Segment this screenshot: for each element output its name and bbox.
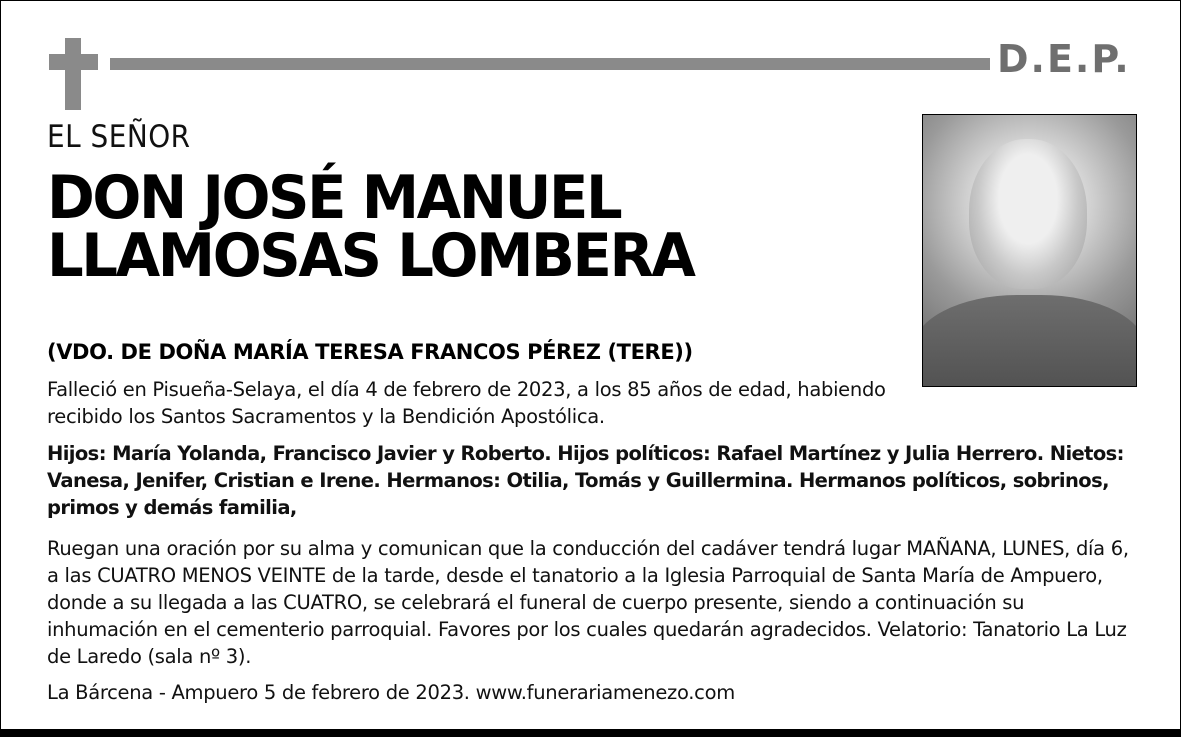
- funeral-paragraph: Ruegan una oración por su alma y comunican que la conducción del cadáver tendrá lugar MAÑANA, LUNES, día 6, a las CUATRO MENOS VEINTE de la tarde, desde el tanatorio a la Iglesia Parroquial de Santa María de Ampuero, donde a su llegada a las CUATRO, se celebrará el funeral de cuerpo presente, siendo a continuación su inhumación en el cementerio parroquial. Favores por los cuales quedarán agradecidos. Velatorio: Tanatorio La Luz de Laredo (sala nº 3).: [47, 537, 1129, 668]
- dep-heading: D.E.P.: [997, 37, 1131, 81]
- honorific-title: EL SEÑOR: [47, 119, 191, 155]
- name-line-2: LLAMOSAS LOMBERA: [47, 221, 694, 291]
- name-line-1: DON JOSÉ MANUEL: [47, 163, 621, 233]
- header-rule: [110, 58, 990, 70]
- deceased-name: [47, 163, 694, 291]
- portrait-photo: [922, 114, 1137, 387]
- portrait-shoulders: [922, 295, 1137, 387]
- portrait-head: [969, 139, 1087, 289]
- family-paragraph: Hijos: María Yolanda, Francisco Javier y Roberto. Hijos políticos: Rafael Martínez y Julia Herrero. Nietos: Vanesa, Jenifer, Cristian e Irene. Hermanos: Otilia, Tomás y Guillermina. Hermanos políticos, sobrinos, primos y demás familia,: [47, 442, 1124, 519]
- cross-horizontal-bar: [49, 54, 98, 70]
- cross-vertical-bar: [65, 38, 81, 110]
- widow-line: (VDO. DE DOÑA MARÍA TERESA FRANCOS PÉREZ (TERE)): [47, 340, 693, 364]
- footer-line: La Bárcena - Ampuero 5 de febrero de 2023. www.funerariamenezo.com: [47, 681, 735, 704]
- death-paragraph: Falleció en Pisueña-Selaya, el día 4 de febrero de 2023, a los 85 años de edad, habiendo recibido los Santos Sacramentos y la Bendición Apostólica.: [47, 378, 886, 428]
